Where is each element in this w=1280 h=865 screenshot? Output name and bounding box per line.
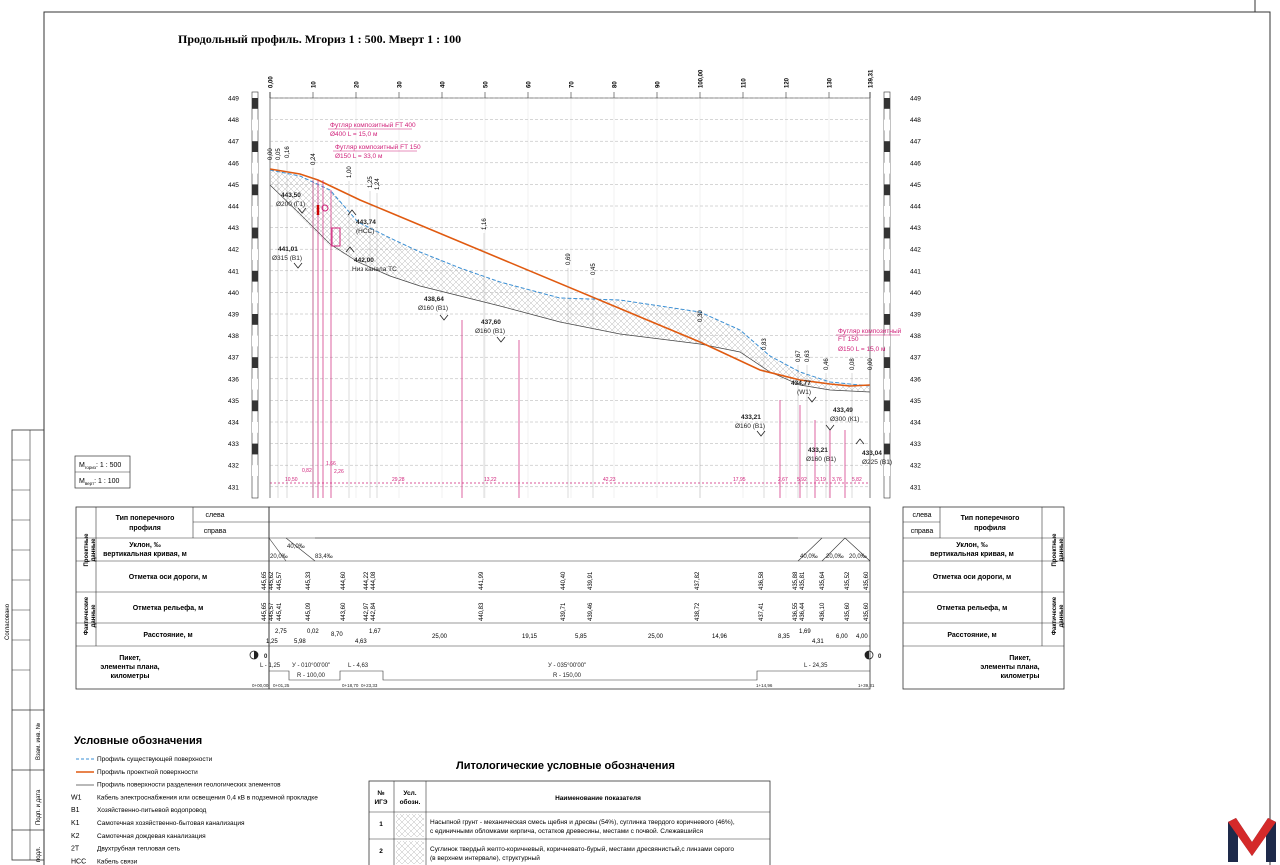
svg-text:километры: километры (1000, 673, 1040, 680)
svg-text:Отметка рельефа, м: Отметка рельефа, м (936, 605, 1008, 612)
callout-p8-elev: 433,21 (741, 414, 761, 421)
relief-mark: 443,60 (341, 602, 347, 621)
slope-6: 20,0‰ (849, 554, 867, 560)
row-piket: Пикет, (119, 655, 141, 662)
elev-label-left: 435 (228, 397, 239, 405)
relief-mark: 442,84 (371, 602, 377, 621)
svg-text:Фактические: Фактические (1052, 596, 1058, 636)
svg-text:Пикет,: Пикет, (1009, 655, 1031, 662)
chainage-label: 90 (655, 81, 662, 88)
legend-item-text: Кабель электроснабжения или освещения 0,4 кВ в подземной прокладке (97, 794, 318, 802)
elev-label-left: 436 (228, 376, 239, 384)
legend-code: K2 (71, 832, 80, 840)
axis-mark: 435,64 (820, 571, 826, 590)
depth-label: 0,69 (566, 253, 572, 265)
elev-label-left: 443 (228, 225, 239, 233)
legend-code: НСС (71, 858, 87, 865)
plan-a1: У - 010°00'00" (292, 663, 331, 669)
callout-p10-elev: 433,21 (808, 447, 828, 454)
axis-mark: 435,52 (845, 571, 851, 590)
svg-text:километры: километры (110, 673, 150, 680)
litho-table (369, 760, 770, 865)
plan-l2: L - 4,63 (348, 663, 369, 669)
callout-p1-pipe: Ø200 (Г1) (276, 201, 306, 208)
callout-p2-elev: 441,01 (278, 246, 298, 253)
pipe-callouts (272, 192, 892, 466)
svg-text:данные: данные (1059, 538, 1065, 562)
row-sleva: слева (205, 512, 225, 519)
elev-label-left: 439 (228, 311, 239, 319)
case3-dim: Ø150 L = 15,0 м (838, 346, 886, 353)
elev-label-right: 442 (910, 246, 921, 254)
elev-label-right: 448 (910, 117, 921, 125)
span-label: 29,28 (392, 477, 405, 483)
depth-label: 0,45 (591, 263, 597, 275)
svg-text:данные: данные (91, 604, 97, 628)
case2-title: Футляр композитный FT 150 (335, 144, 421, 151)
elev-label-right: 445 (910, 181, 921, 189)
legend-code: W1 (71, 794, 82, 802)
elev-label-right: 432 (910, 462, 921, 470)
legend-item-text: Профиль существующей поверхности (97, 756, 213, 763)
slope-5: 20,0‰ (826, 554, 844, 560)
row-rasstoyanie: Расстояние, м (143, 632, 193, 639)
depth-label: 0,67 (796, 350, 802, 362)
svg-text:элементы плана,: элементы плана, (100, 664, 160, 671)
distance-value: 2,75 (275, 629, 287, 635)
plan-r2: R - 150,00 (553, 673, 582, 679)
elev-label-right: 440 (910, 289, 921, 297)
chainage-label: 130 (827, 77, 834, 88)
callout-p5-elev: 438,64 (424, 296, 444, 303)
elevation-grid (228, 92, 921, 498)
distance-value: 1,25 (266, 639, 278, 645)
elev-label-left: 446 (228, 160, 239, 168)
legend-item-text: Профиль проектной поверхности (97, 768, 198, 776)
pk-3: 0+18,70 (342, 683, 359, 688)
podl-label: подл. (36, 846, 42, 862)
axis-mark: 444,60 (341, 571, 347, 590)
chainage-label: 20 (354, 81, 361, 88)
slope-1: 20,0‰ (270, 554, 288, 560)
chainage-label: 120 (784, 77, 791, 88)
elev-label-right: 436 (910, 376, 921, 384)
row-tip-profilya: Тип поперечного (115, 515, 175, 522)
axis-mark: 437,82 (695, 571, 701, 590)
sign-date-label: Подп. и дата (36, 789, 42, 825)
elev-label-right: 441 (910, 268, 921, 276)
svg-text:данные: данные (91, 538, 97, 562)
chainage-label: 110 (741, 78, 748, 88)
axis-mark: 440,40 (561, 571, 567, 590)
distance-value: 8,35 (778, 634, 790, 640)
pk-2: 0+01,25 (273, 683, 290, 688)
depth-label: 0,00 (268, 148, 274, 160)
relief-mark: 436,10 (820, 602, 826, 621)
plan-l3: L - 24,35 (804, 663, 828, 669)
pk-5: 1+14,96 (756, 683, 773, 688)
company-logo (1228, 818, 1276, 862)
slope-3: 83,4‰ (315, 554, 333, 560)
svg-text:Отметка оси дороги, м: Отметка оси дороги, м (932, 574, 1012, 581)
depth-label: 0,24 (311, 153, 317, 165)
elev-label-left: 438 (228, 333, 239, 341)
elev-label-left: 437 (228, 354, 239, 362)
elev-label-right: 437 (910, 354, 921, 362)
distance-value: 5,98 (294, 639, 306, 645)
callout-p9-pipe: Ø300 (К1) (830, 416, 860, 423)
svg-text:элементы плана,: элементы плана, (980, 664, 1040, 671)
chainage-label: 70 (569, 81, 576, 88)
chainage-label: 100,00 (698, 69, 705, 88)
axis-mark: 445,57 (277, 571, 283, 590)
relief-mark: 437,41 (759, 602, 765, 621)
svg-text:профиля: профиля (974, 525, 1006, 532)
callout-p4-pipe: Низ канала ТС (352, 266, 397, 273)
span-label: 42,23 (603, 477, 616, 483)
relief-mark: 445,09 (306, 602, 312, 621)
elev-label-right: 449 (910, 95, 921, 103)
litho-title: Литологические условные обозначения (456, 760, 675, 772)
side-stamp (5, 430, 44, 862)
relief-mark: 436,44 (800, 602, 806, 621)
callout-p6-elev: 437,60 (481, 319, 501, 326)
plan-zero-left: 0 (264, 654, 268, 660)
elev-label-right: 443 (910, 225, 921, 233)
svg-text:№: № (377, 790, 385, 797)
litho-row1-text2: с единичными обломками кирпича, остатков древесины, местами с почвой. Слежавшийся (430, 828, 703, 835)
axis-mark: 441,99 (479, 571, 485, 590)
span-label: 2,67 (778, 477, 788, 483)
distance-value: 14,96 (712, 634, 728, 640)
depth-label: 0,05 (276, 148, 282, 160)
existing-surface-line (270, 170, 870, 386)
elev-label-left: 447 (228, 138, 239, 146)
slope-2: 40,0‰ (287, 544, 305, 550)
litho-header-name: Наименование показателя (555, 795, 641, 802)
chainage-label: 50 (483, 81, 490, 88)
callout-p7-pipe: (W1) (797, 389, 812, 396)
relief-mark: 439,46 (588, 602, 594, 621)
relief-mark: 435,60 (864, 602, 870, 621)
chainage-label: 80 (612, 81, 619, 88)
span-label: 2,26 (334, 469, 344, 475)
inv-label: Взам. инв. № (36, 722, 42, 760)
axis-mark: 445,33 (306, 571, 312, 590)
svg-text:Уклон, ‰: Уклон, ‰ (956, 542, 988, 549)
span-label: 3,19 (816, 477, 826, 483)
callout-p1-elev: 443,50 (281, 192, 301, 199)
legend-title: Условные обозначения (74, 735, 203, 747)
elev-label-right: 438 (910, 333, 921, 341)
axis-mark: 435,60 (864, 571, 870, 590)
callout-p3-elev: 443,74 (356, 219, 376, 226)
distance-value: 25,00 (648, 634, 664, 640)
chainage-label: 10 (311, 81, 318, 88)
svg-text:Тип поперечного: Тип поперечного (960, 515, 1020, 522)
litho-row2-text1: Суглинок твердый желто-коричневый, коричневато-бурый, местами дресвянистый,с линзами серого (430, 846, 734, 853)
elev-label-right: 434 (910, 419, 921, 427)
callout-p8-pipe: Ø160 (В1) (735, 423, 765, 430)
depth-label: 0,83 (762, 338, 768, 350)
elev-label-left: 440 (228, 289, 239, 297)
span-label: 3,76 (832, 477, 842, 483)
svg-text:Мверт: 1 : 100: $М_{верт}$: 1 : 100 (79, 478, 120, 486)
svg-text:Проектные: Проектные (1052, 533, 1058, 567)
scale-box (75, 456, 130, 488)
relief-mark: 438,72 (695, 602, 701, 621)
axis-mark: 436,58 (759, 571, 765, 590)
legend-code: B1 (71, 807, 80, 815)
distance-value: 4,63 (355, 639, 367, 645)
callout-p7-elev: 434,77 (791, 380, 811, 387)
elev-label-left: 448 (228, 117, 239, 125)
depth-label: 0,63 (805, 350, 811, 362)
legend-item-text: Профиль поверхности разделения геологических элементов (97, 781, 281, 789)
chainage-label: 40 (440, 81, 447, 88)
pk-1: 0+00,00 (252, 683, 269, 688)
callout-p3-pipe: (НСС) (356, 228, 375, 235)
bottom-span-labels (285, 461, 862, 483)
litho-row2-no: 2 (379, 848, 383, 855)
case1-title: Футляр композитный FT 400 (330, 122, 416, 129)
relief-mark: 442,97 (364, 602, 370, 621)
depth-label: 1,16 (482, 218, 488, 230)
depth-label: 0,30 (698, 310, 704, 322)
svg-text:Расстояние, м: Расстояние, м (947, 632, 997, 639)
elev-label-right: 444 (910, 203, 921, 211)
litho-row1-text1: Насыпной грунт - механическая смесь щебня и дресвы (54%), суглинка твердого коричневого (46%), (430, 819, 735, 826)
legend-item-text: Двухтрубная тепловая сеть (97, 845, 181, 853)
plan-a2: У - 035°00'00" (548, 663, 587, 669)
legend-code: 2T (71, 845, 80, 853)
elev-label-right: 435 (910, 397, 921, 405)
legend (71, 735, 318, 865)
distance-value: 4,31 (812, 639, 824, 645)
callout-p9-elev: 433,49 (833, 407, 853, 414)
axis-mark: 435,81 (800, 571, 806, 590)
span-label: 5,92 (797, 477, 807, 483)
elev-label-left: 445 (228, 181, 239, 189)
legend-code: K1 (71, 820, 80, 827)
relief-mark: 445,41 (277, 602, 283, 621)
group-fakticheskie: Фактические (84, 596, 90, 636)
span-label: 13,22 (484, 477, 497, 483)
axis-mark: 444,08 (371, 571, 377, 590)
distance-value: 4,00 (856, 634, 868, 640)
case2-dim: Ø150 L = 33,0 м (335, 153, 383, 160)
distance-value: 25,00 (432, 634, 448, 640)
svg-text:обозн.: обозн. (399, 799, 421, 806)
legend-item-text: Кабель связи (97, 858, 138, 865)
pk-4: 0+23,33 (361, 683, 378, 688)
axis-mark-values (262, 571, 870, 590)
relief-mark-values (262, 602, 870, 621)
callout-p2-pipe: Ø315 (В1) (272, 255, 302, 262)
distance-value: 1,69 (799, 629, 811, 635)
relief-mark: 445,57 (269, 602, 275, 621)
chainage-label: 30 (397, 81, 404, 88)
row-otmetka-osi: Отметка оси дороги, м (128, 574, 208, 581)
axis-mark: 439,91 (588, 571, 594, 590)
elev-label-left: 442 (228, 246, 239, 254)
elev-label-right: 431 (910, 484, 921, 492)
distance-value: 1,67 (369, 629, 381, 635)
slope-4: 40,0‰ (800, 554, 818, 560)
relief-mark: 435,60 (845, 602, 851, 621)
pk-6: 1+39,31 (858, 683, 875, 688)
soil-hatch-area (270, 170, 870, 392)
row-sprava: справа (203, 528, 227, 535)
span-label: 0,82 (302, 468, 312, 474)
svg-text:Мгориз: 1 : 500: $М_{гориз}$: 1 : 500 (79, 462, 122, 470)
svg-text:ИГЭ: ИГЭ (374, 799, 388, 806)
case3-title: Футляр композитный (838, 328, 902, 335)
svg-text:слева: слева (912, 512, 932, 519)
plan-l1: L - 1,25 (260, 663, 281, 669)
distance-value: 8,70 (331, 632, 343, 638)
depth-label: 1,24 (375, 178, 381, 190)
chainage-label: 0,00 (268, 76, 275, 88)
elev-label-left: 449 (228, 95, 239, 103)
axis-mark: 445,65 (262, 571, 268, 590)
depth-label: 0,08 (850, 358, 856, 370)
callout-p5-pipe: Ø160 (В1) (418, 305, 448, 312)
svg-text:справа: справа (910, 528, 934, 535)
callout-p11-elev: 433,04 (862, 450, 882, 457)
relief-mark: 440,83 (479, 602, 485, 621)
legend-item-text: Хозяйственно-питьевой водопровод (97, 807, 207, 815)
span-label: 17,95 (733, 477, 746, 483)
litho-row2-text2: (в верхнем интервале), структурный (430, 855, 540, 862)
elev-label-left: 441 (228, 268, 239, 276)
plan-r1: R - 100,00 (297, 673, 326, 679)
span-label: 1,66 (326, 461, 336, 467)
svg-text:Усл.: Усл. (403, 790, 417, 797)
depth-label: 0,46 (824, 358, 830, 370)
axis-mark: 435,88 (793, 571, 799, 590)
span-label: 5,82 (852, 477, 862, 483)
axis-mark: 444,22 (364, 571, 370, 590)
distance-value: 6,00 (836, 634, 848, 640)
chainage-label: 139,31 (868, 69, 875, 88)
elev-label-right: 433 (910, 441, 921, 449)
depth-label: 0,00 (868, 358, 874, 370)
elev-label-left: 432 (228, 462, 239, 470)
callout-p4-elev: 442,00 (354, 257, 374, 264)
elev-label-left: 433 (228, 441, 239, 449)
row-otmetka-relefa: Отметка рельефа, м (132, 605, 204, 612)
svg-text:вертикальная кривая, м: вертикальная кривая, м (930, 551, 1014, 558)
span-label: 10,50 (285, 477, 298, 483)
elev-label-left: 431 (228, 484, 239, 492)
profile-table (76, 507, 1065, 689)
elev-label-right: 447 (910, 138, 921, 146)
case3-type: FT 150 (838, 336, 859, 343)
elev-label-left: 444 (228, 203, 239, 211)
callout-p6-pipe: Ø160 (В1) (475, 328, 505, 335)
design-surface-line (270, 169, 870, 386)
slope-row (269, 538, 870, 561)
callout-p11-pipe: Ø225 (В1) (862, 459, 892, 466)
page-title: Продольный профиль. Мгориз 1 : 500. Мверт 1 : 100 (178, 32, 462, 46)
distance-value: 19,15 (522, 634, 538, 640)
plan-zero-right: 0 (878, 654, 882, 660)
elev-label-left: 434 (228, 419, 239, 427)
distance-values (266, 629, 868, 645)
case1-dim: Ø400 L = 15,0 м (330, 131, 378, 138)
relief-mark: 439,71 (561, 602, 567, 621)
plan-row (250, 651, 882, 680)
group-proektnye: Проектные (84, 533, 90, 567)
elev-label-right: 439 (910, 311, 921, 319)
callout-p10-pipe: Ø160 (В1) (806, 456, 836, 463)
chainage-label: 60 (526, 81, 533, 88)
axis-mark: 445,62 (269, 571, 275, 590)
distance-value: 5,85 (575, 634, 587, 640)
depth-label: 1,00 (347, 166, 353, 178)
distance-value: 0,02 (307, 629, 319, 635)
elev-label-right: 446 (910, 160, 921, 168)
svg-text:данные: данные (1059, 604, 1065, 628)
relief-mark: 445,65 (262, 602, 268, 621)
depth-label: 0,16 (285, 146, 291, 158)
relief-mark: 436,55 (793, 602, 799, 621)
svg-text:вертикальная кривая, м: вертикальная кривая, м (103, 551, 187, 558)
svg-text:профиля: профиля (129, 525, 161, 532)
legend-item-text: Самотечная хозяйственно-бытовая канализация (97, 820, 245, 827)
depth-label: 1,25 (368, 176, 374, 188)
litho-row1-no: 1 (379, 821, 383, 828)
agreed-label: Согласовано (5, 603, 11, 640)
row-uklon: Уклон, ‰ (129, 542, 161, 549)
legend-item-text: Самотечная дождевая канализация (97, 832, 206, 840)
